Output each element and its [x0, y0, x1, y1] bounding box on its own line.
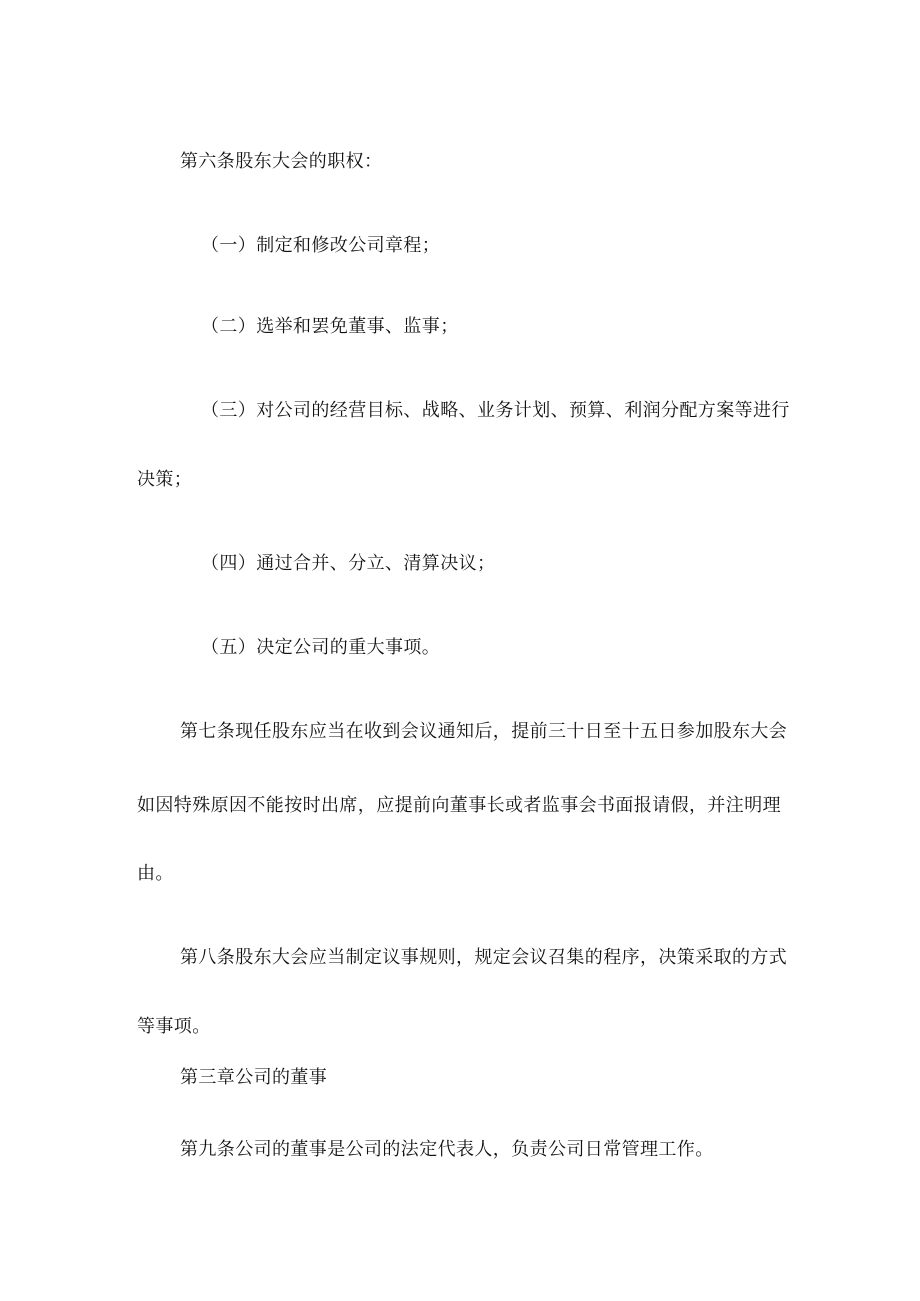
- article-7-text: 第七条现任股东应当在收到会议通知后，提前三十日至十五日参加股东大会: [180, 721, 788, 742]
- article-8-text-end: 等事项。: [137, 1016, 211, 1037]
- article-6-item-1: （一）制定和修改公司章程；: [201, 235, 441, 256]
- article-6-item-3: （三）对公司的经营目标、战略、业务计划、预算、利润分配方案等进行: [201, 400, 790, 421]
- article-7-text-end: 由。: [137, 863, 174, 884]
- article-6-item-4: （四）通过合并、分立、清算决议；: [201, 553, 496, 574]
- article-6-item-3-continued: 决策；: [137, 469, 193, 490]
- article-6-heading: 第六条股东大会的职权：: [180, 151, 383, 172]
- article-8-text: 第八条股东大会应当制定议事规则，规定会议召集的程序，决策采取的方式: [180, 947, 788, 968]
- chapter-3-heading: 第三章公司的董事: [180, 1067, 328, 1088]
- article-7-text-continued: 如因特殊原因不能按时出席，应提前向董事长或者监事会书面报请假，并注明理: [137, 795, 781, 816]
- article-6-item-2: （二）选举和罢免董事、监事；: [201, 316, 459, 337]
- article-6-item-5: （五）决定公司的重大事项。: [201, 637, 441, 658]
- article-9-text: 第九条公司的董事是公司的法定代表人，负责公司日常管理工作。: [180, 1139, 714, 1160]
